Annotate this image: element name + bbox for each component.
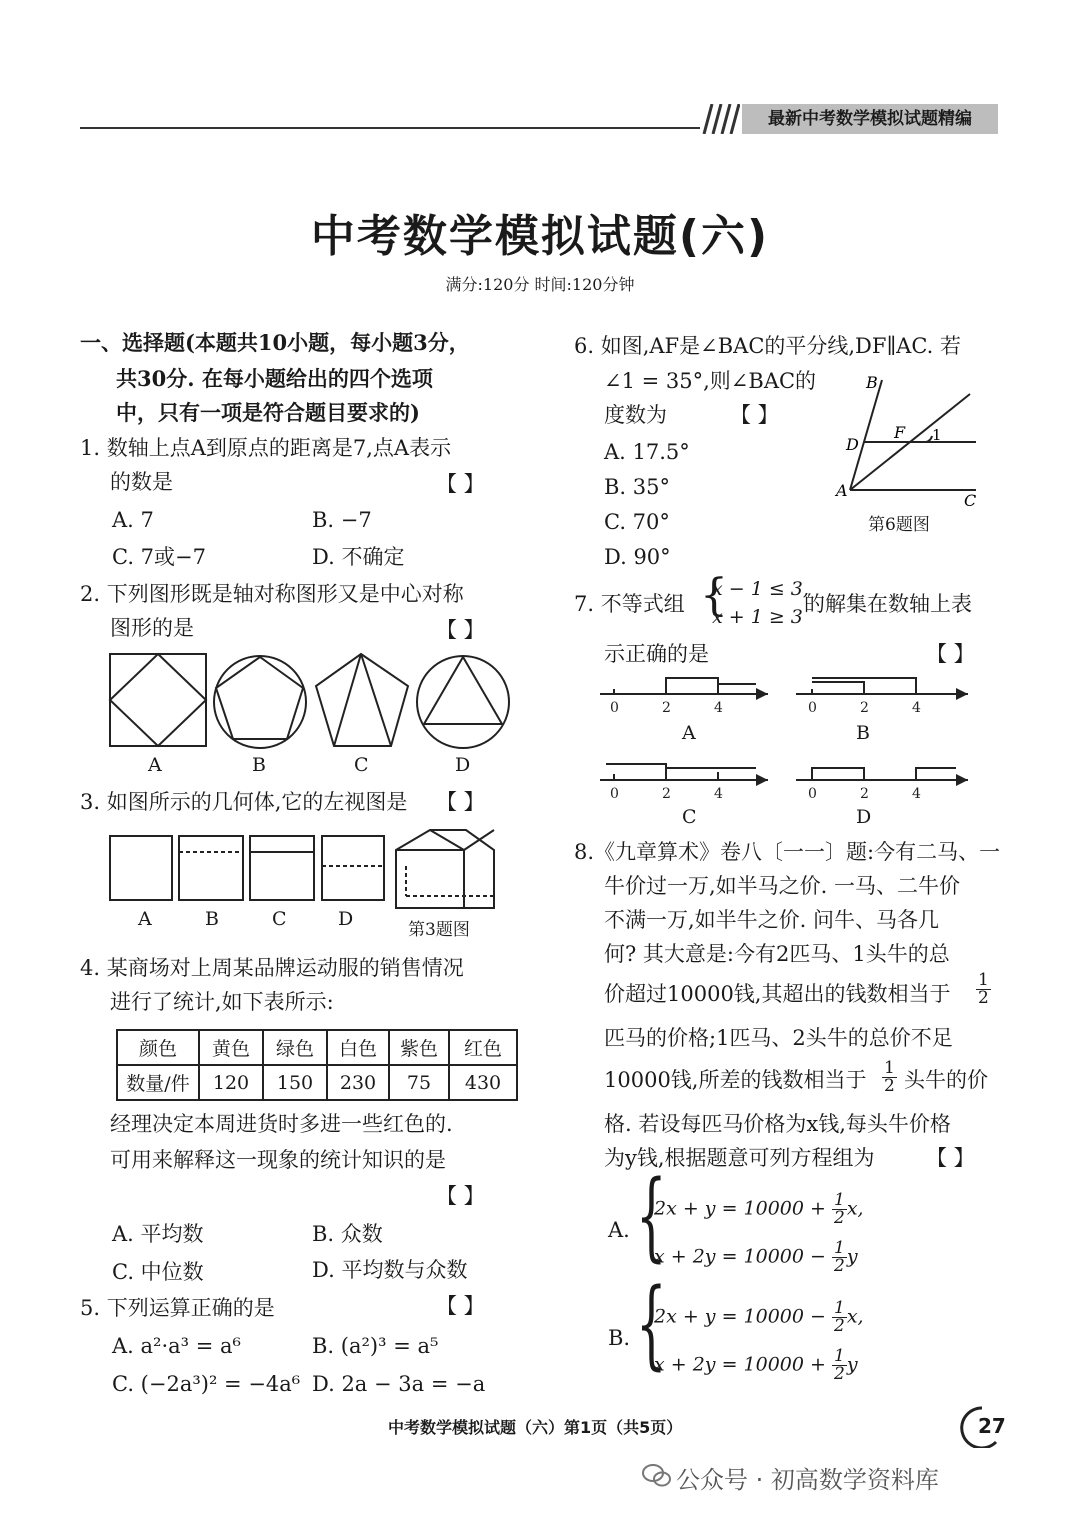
fraction-half [832, 1192, 847, 1227]
q8-option-b-label: B. [608, 1326, 631, 1350]
fraction-numerator: 1 [833, 1190, 845, 1210]
q3-views-figure [106, 826, 506, 916]
q2-label-a: A [148, 754, 162, 776]
q8-option-b-eq1 [654, 1300, 864, 1335]
q6-answer-bracket: 【 】 [730, 403, 779, 427]
q4-answer-bracket: 【 】 [436, 1184, 485, 1208]
q8-stem-4: 何? 其大意是:今有2匹马、1头牛的总 [604, 942, 950, 966]
table-cell: 230 [327, 1065, 389, 1100]
table-cell: 75 [389, 1065, 449, 1100]
fraction-half [832, 1240, 847, 1275]
fraction-half [882, 1060, 897, 1095]
header-rule [80, 127, 700, 129]
q4-stem: 4. 某商场对上周某品牌运动服的销售情况 [80, 956, 464, 980]
q2-stem-2: 图形的是 [110, 616, 194, 640]
page-title: 中考数学模拟试题(六) [310, 211, 770, 262]
q7-answer-bracket: 【 】 [926, 642, 975, 666]
fraction-half [832, 1300, 847, 1335]
tick-label: 0 [610, 786, 619, 802]
q4-option-b: B. 众数 [312, 1222, 383, 1246]
equation-text: x + 2y = 10000 − [654, 1245, 832, 1268]
tick-label: 4 [912, 786, 921, 802]
q7-number-lines [596, 672, 986, 812]
q7-stem-2: 示正确的是 [604, 642, 709, 666]
q6-option-d: D. 90° [604, 545, 671, 569]
fraction-numerator: 1 [833, 1298, 845, 1318]
tick-label: 2 [860, 700, 869, 716]
section-heading-1: 一、选择题(本题共10小题，每小题3分， [80, 330, 470, 355]
fraction-denominator: 2 [884, 1076, 895, 1096]
q2-label-c: C [354, 754, 369, 776]
fraction-half [832, 1348, 847, 1383]
page-footer: 中考数学模拟试题（六）第1页（共5页） [388, 1418, 683, 1437]
q5-answer-bracket: 【 】 [436, 1294, 485, 1318]
fig-label-d: D [846, 435, 859, 454]
fraction-numerator: 1 [978, 970, 989, 990]
table-header-row [117, 1030, 517, 1065]
fraction-denominator: 2 [833, 1256, 845, 1276]
q8-stem-2: 牛价过一万,如半马之价. 一马、二牛价 [604, 874, 961, 898]
q8-stem-1: 8.《九章算术》卷八〔一一〕题:今有二马、一 [574, 840, 1001, 864]
q8-option-a-brace: { [636, 1160, 667, 1272]
tick-label: 2 [662, 786, 671, 802]
equation-text: 2x + y = 10000 + [654, 1197, 832, 1220]
tick-label: 4 [912, 700, 921, 716]
q6-stem-3: 度数为 [604, 403, 667, 427]
q3-label-c: C [272, 908, 287, 930]
equation-text: y [846, 1353, 858, 1376]
q3-label-b: B [205, 908, 219, 930]
table-cell: 120 [199, 1065, 263, 1100]
q6-caption: 第6题图 [868, 515, 930, 535]
q7-stem-prefix: 7. 不等式组 [574, 592, 685, 616]
q2-stem: 2. 下列图形既是轴对称图形又是中心对称 [80, 582, 464, 606]
q4-option-d: D. 平均数与众数 [312, 1258, 468, 1282]
fraction-denominator: 2 [833, 1208, 845, 1228]
fraction-denominator: 2 [833, 1316, 845, 1336]
q7-inequality-1: x − 1 ≤ 3, [712, 578, 809, 600]
q4-stem-4: 可用来解释这一现象的统计知识的是 [110, 1148, 446, 1172]
q3-stem: 3. 如图所示的几何体,它的左视图是 [80, 790, 408, 814]
q1-option-d: D. 不确定 [312, 545, 405, 569]
q7-brace: { [700, 570, 728, 621]
q8-option-b-brace: { [636, 1268, 667, 1380]
tick-label: 0 [808, 786, 817, 802]
q2-label-d: D [455, 754, 471, 776]
q2-shapes-figure [106, 650, 512, 750]
equation-text: x, [846, 1305, 864, 1328]
equation-text: x, [846, 1197, 864, 1220]
q5-option-b: B. (a²)³ = a⁵ [312, 1334, 439, 1358]
tick-label: 0 [610, 700, 619, 716]
q6-stem: 6. 如图,AF是∠BAC的平分线,DF∥AC. 若 [574, 334, 962, 358]
q4-stem-2: 进行了统计,如下表所示: [110, 990, 334, 1014]
tick-label: 2 [860, 786, 869, 802]
q8-answer-bracket: 【 】 [926, 1146, 975, 1170]
q7-label-b: B [856, 722, 870, 744]
q4-option-c: C. 中位数 [112, 1260, 204, 1284]
fraction-half [976, 972, 991, 1007]
q5-option-c: C. (−2a³)² = −4a⁶ [112, 1372, 301, 1396]
q6-stem-2: ∠1 = 35°,则∠BAC的 [604, 369, 817, 393]
equation-text: x + 2y = 10000 + [654, 1353, 832, 1376]
q8-stem-6: 匹马的价格;1匹马、2头牛的总价不足 [604, 1026, 953, 1050]
fraction-numerator: 1 [833, 1346, 845, 1366]
section-heading-3: 中，只有一项是符合题目要求的) [116, 400, 420, 425]
q1-option-b: B. −7 [312, 508, 372, 532]
table-cell: 黄色 [199, 1030, 263, 1065]
watermark: 公众号 · 初高数学资料库 [676, 1466, 939, 1494]
fig-label-f: F [894, 423, 906, 442]
fig-label-c: C [964, 491, 977, 510]
wechat-icon [642, 1462, 672, 1488]
table-cell: 绿色 [263, 1030, 327, 1065]
q6-angle-figure [830, 366, 990, 510]
fraction-denominator: 2 [978, 988, 989, 1008]
q8-stem-5: 价超过10000钱,其超出的钱数相当于 [604, 982, 951, 1006]
q8-option-a-eq2 [654, 1240, 858, 1275]
q6-option-b: B. 35° [604, 475, 671, 499]
q6-option-c: C. 70° [604, 510, 670, 534]
fig-label-a: A [836, 481, 848, 500]
q5-stem: 5. 下列运算正确的是 [80, 1296, 275, 1320]
table-cell: 白色 [327, 1030, 389, 1065]
series-title: 最新中考数学模拟试题精编 [742, 104, 998, 134]
table-cell: 430 [449, 1065, 517, 1100]
q4-option-a: A. 平均数 [112, 1222, 204, 1246]
fraction-denominator: 2 [833, 1364, 845, 1384]
tick-label: 4 [714, 786, 723, 802]
q7-label-a: A [682, 722, 696, 744]
table-cell: 颜色 [117, 1030, 199, 1065]
fraction-numerator: 1 [833, 1238, 845, 1258]
header-stripes [700, 104, 740, 134]
q3-answer-bracket: 【 】 [436, 790, 485, 814]
q3-label-a: A [138, 908, 152, 930]
q2-label-b: B [252, 754, 266, 776]
q1-answer-bracket: 【 】 [436, 472, 485, 496]
fig-label-1: 1 [932, 426, 942, 444]
q7-inequality-2: x + 1 ≥ 3 [712, 606, 803, 628]
page-number: 27 [978, 1414, 1006, 1438]
table-cell: 数量/件 [117, 1065, 199, 1100]
q5-option-d: D. 2a − 3a = −a [312, 1372, 486, 1396]
table-cell: 紫色 [389, 1030, 449, 1065]
q4-stem-3: 经理决定本周进货时多进一些红色的. [110, 1112, 453, 1136]
q5-option-a: A. a²·a³ = a⁶ [112, 1334, 241, 1358]
section-heading-2: 共30分. 在每小题给出的四个选项 [116, 366, 433, 391]
equation-text: y [846, 1245, 858, 1268]
q8-option-a-label: A. [608, 1218, 630, 1242]
q1-stem: 1. 数轴上点A到原点的距离是7,点A表示 [80, 436, 452, 460]
q8-stem-7a: 10000钱,所差的钱数相当于 [604, 1068, 867, 1092]
q1-stem-2: 的数是 [110, 470, 173, 494]
q6-option-a: A. 17.5° [604, 440, 690, 464]
q7-stem-suffix: 的解集在数轴上表 [804, 592, 972, 616]
q3-label-d: D [338, 908, 354, 930]
table-cell: 红色 [449, 1030, 517, 1065]
exam-info: 满分:120分 时间:120分钟 [445, 275, 635, 294]
table-row [117, 1065, 517, 1100]
q8-stem-9: 为y钱,根据题意可列方程组为 [604, 1146, 875, 1170]
q7-label-c: C [682, 806, 697, 828]
equation-text: 2x + y = 10000 − [654, 1305, 832, 1328]
tick-label: 2 [662, 700, 671, 716]
q8-stem-8: 格. 若设每匹马价格为x钱,每头牛价格 [604, 1112, 951, 1136]
q2-answer-bracket: 【 】 [436, 618, 485, 642]
q8-stem-7b: 头牛的价 [904, 1068, 988, 1092]
fig-label-b: B [866, 373, 878, 392]
tick-label: 0 [808, 700, 817, 716]
table-cell: 150 [263, 1065, 327, 1100]
q8-option-a-eq1 [654, 1192, 864, 1227]
q3-caption: 第3题图 [408, 920, 470, 940]
q1-option-c: C. 7或−7 [112, 545, 206, 569]
fraction-numerator: 1 [884, 1058, 895, 1078]
tick-label: 4 [714, 700, 723, 716]
q1-option-a: A. 7 [112, 508, 154, 532]
q7-label-d: D [856, 806, 872, 828]
q8-stem-3: 不满一万,如半牛之价. 问牛、马各几 [604, 908, 940, 932]
sales-table [116, 1029, 518, 1101]
q8-option-b-eq2 [654, 1348, 858, 1383]
